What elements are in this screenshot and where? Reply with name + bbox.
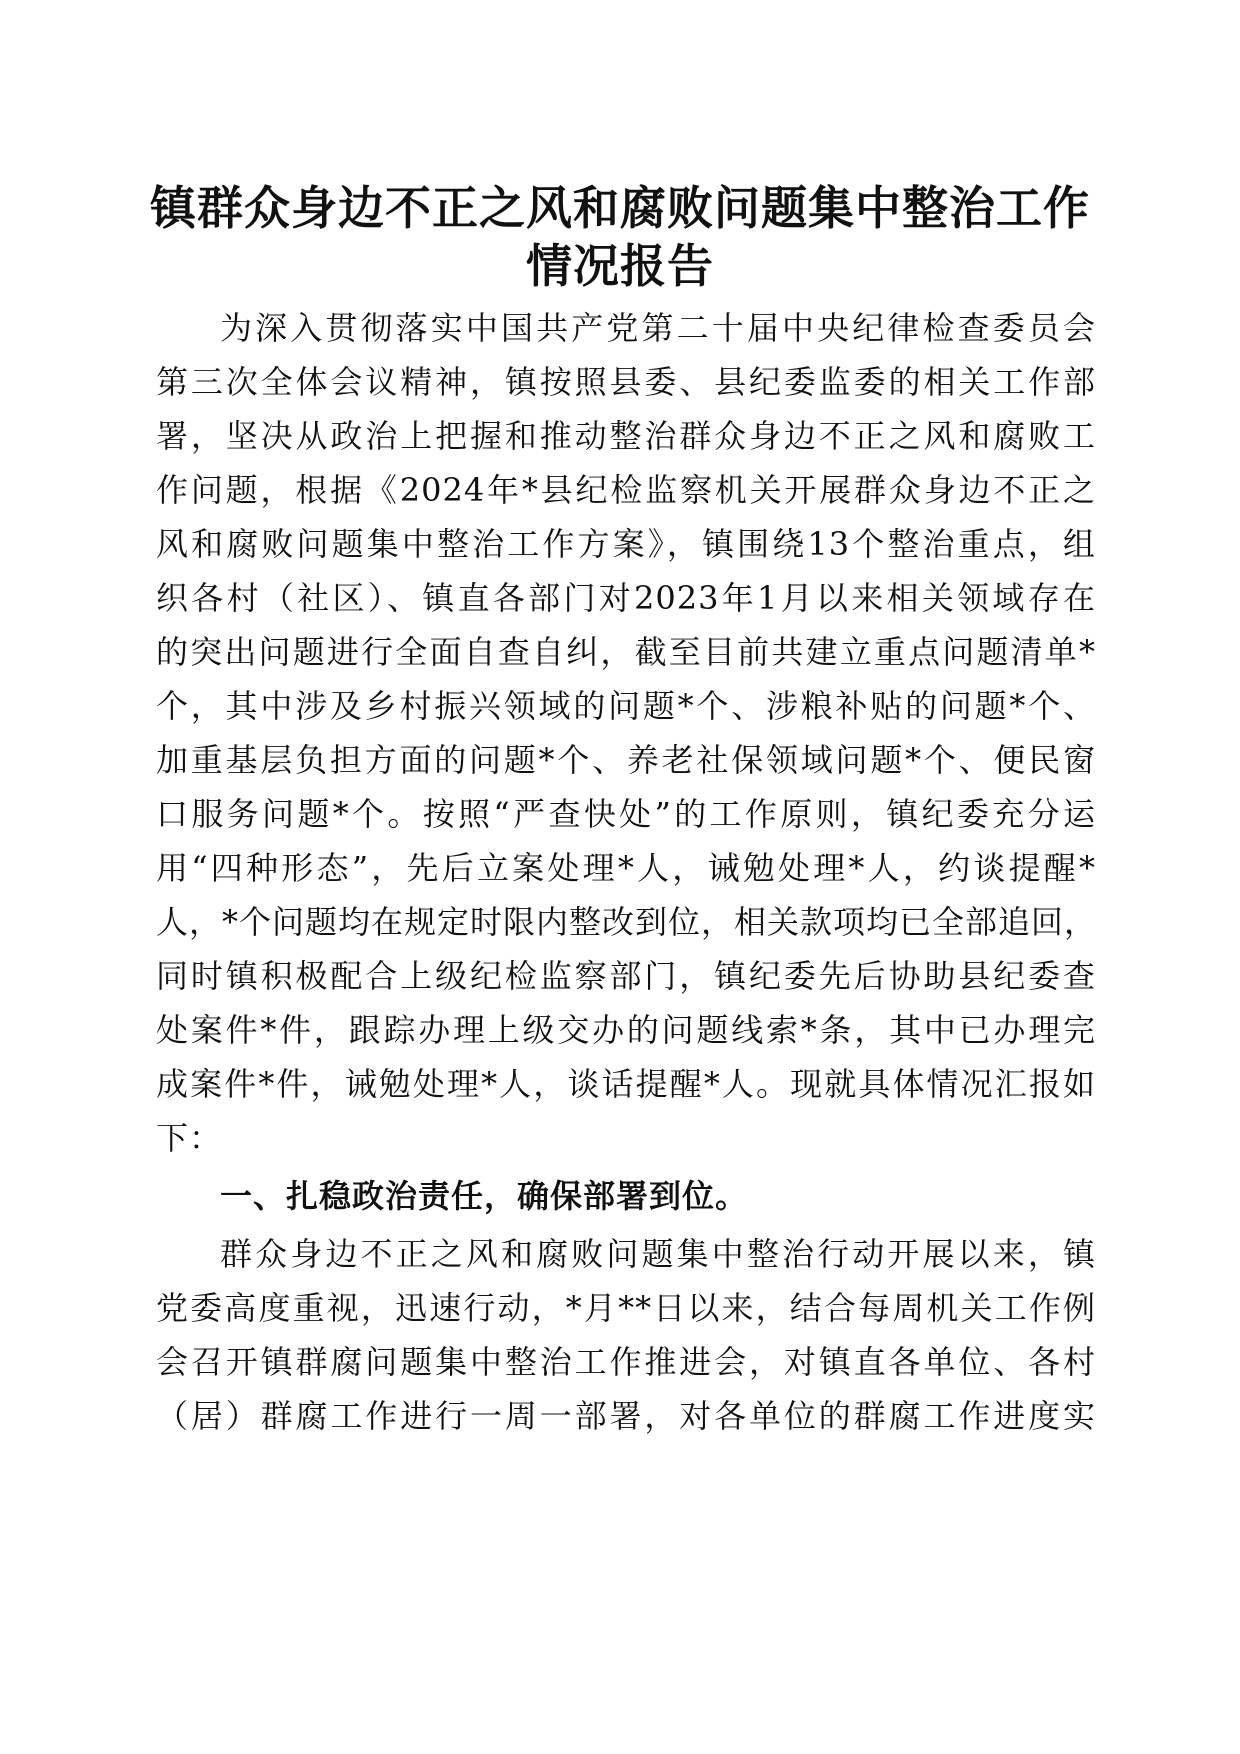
document-title-line-1: 镇群众身边不正之风和腐败问题集中整治工作 bbox=[150, 181, 1090, 235]
document-title-line-2: 情况报告 bbox=[526, 239, 714, 293]
intro-paragraph-line: 作问题，根据《2024年*县纪检监察机关开展群众身边不正之 bbox=[156, 471, 1096, 509]
section-1-paragraph-line: 群众身边不正之风和腐败问题集中整治行动开展以来，镇 bbox=[220, 1235, 1096, 1273]
intro-paragraph-line: 为深入贯彻落实中国共产党第二十届中央纪律检查委员会 bbox=[220, 309, 1096, 347]
intro-paragraph-line: 织各村（社区）、镇直各部门对2023年1月以来相关领域存在 bbox=[156, 579, 1096, 617]
intro-paragraph-line: 处案件*件，跟踪办理上级交办的问题线索*条，其中已办理完 bbox=[156, 1011, 1096, 1049]
intro-paragraph-line: 用“四种形态”，先后立案处理*人，诫勉处理*人，约谈提醒* bbox=[156, 849, 1096, 887]
intro-paragraph-line: 加重基层负担方面的问题*个、养老社保领域问题*个、便民窗 bbox=[156, 741, 1096, 779]
intro-paragraph-line: 成案件*件，诫勉处理*人，谈话提醒*人。现就具体情况汇报如 bbox=[156, 1065, 1096, 1103]
intro-paragraph-line: 口服务问题*个。按照“严查快处”的工作原则，镇纪委充分运 bbox=[156, 795, 1096, 833]
intro-paragraph-line: 第三次全体会议精神，镇按照县委、县纪委监委的相关工作部 bbox=[156, 363, 1096, 401]
section-1-heading: 一、扎稳政治责任，确保部署到位。 bbox=[220, 1177, 749, 1215]
section-1-paragraph-line: 会召开镇群腐问题集中整治工作推进会，对镇直各单位、各村 bbox=[156, 1343, 1096, 1381]
intro-paragraph-line: 同时镇积极配合上级纪检监察部门，镇纪委先后协助县纪委查 bbox=[156, 957, 1096, 995]
intro-paragraph-line: 风和腐败问题集中整治工作方案》，镇围绕13个整治重点，组 bbox=[156, 525, 1096, 563]
intro-paragraph-line: 下： bbox=[156, 1119, 223, 1157]
intro-paragraph-line: 的突出问题进行全面自查自纠，截至目前共建立重点问题清单* bbox=[156, 633, 1096, 671]
intro-paragraph-line: 署，坚决从政治上把握和推动整治群众身边不正之风和腐败工 bbox=[156, 417, 1096, 455]
section-1-paragraph-line: （居）群腐工作进行一周一部署，对各单位的群腐工作进度实 bbox=[156, 1397, 1096, 1435]
intro-paragraph-line: 人，*个问题均在规定时限内整改到位，相关款项均已全部追回， bbox=[156, 903, 1098, 941]
intro-paragraph-line: 个，其中涉及乡村振兴领域的问题*个、涉粮补贴的问题*个、 bbox=[156, 687, 1096, 725]
section-1-paragraph-line: 党委高度重视，迅速行动，*月**日以来，结合每周机关工作例 bbox=[156, 1289, 1096, 1327]
